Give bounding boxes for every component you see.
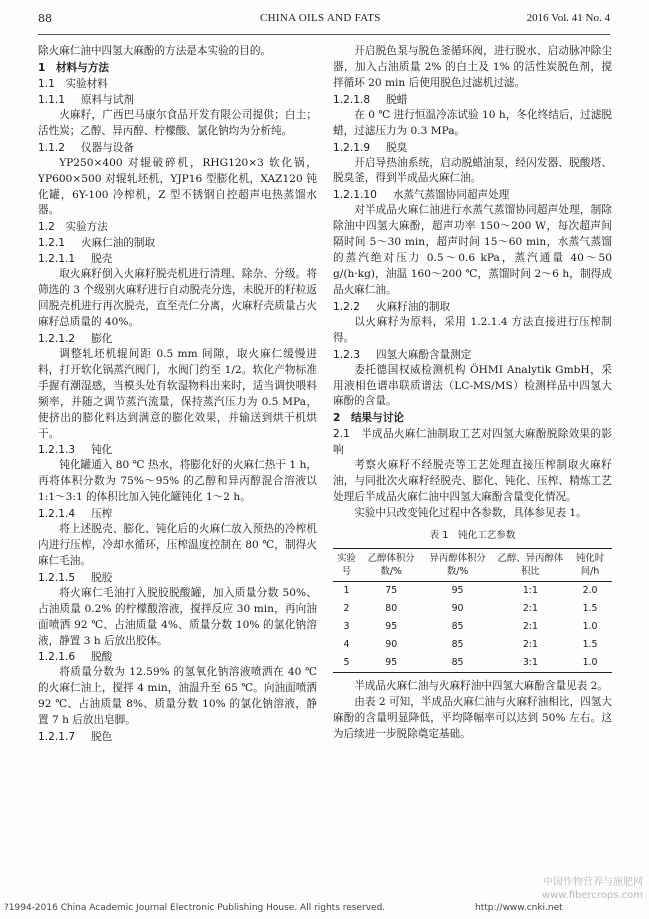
table-cell: 2.0 <box>582 585 598 597</box>
table-cell: 90 <box>451 603 464 615</box>
table-cell: 85 <box>451 621 464 633</box>
table-header-cell: 异丙醇体积分数/% <box>429 552 486 577</box>
table-cell: 75 <box>385 585 398 597</box>
table-row <box>333 636 612 654</box>
section-title: 仪器与设备 <box>80 141 134 154</box>
intro-paragraph: 除火麻仁油中四氢大麻酚的方法是本实验的目的。 <box>38 45 272 57</box>
section-number: 1.1.2 <box>38 141 65 154</box>
body-paragraph: 将质量分数为 12.59% 的氢氧化钠溶液喷洒在 40 ℃ 的火麻仁油上，搅拌 4 min，油温升至 65 ℃。向油面喷洒 92 ℃、占油质量 8%、质量分数 10% 的氯化钠溶液，静置 7 h 后放出皂脚。 <box>38 666 317 727</box>
subsubsection-heading <box>38 251 317 267</box>
table-cell: 2:1 <box>522 639 538 651</box>
journal-volume: 2016 Vol. 41 No. 4 <box>526 12 610 24</box>
subsubsection-heading <box>333 187 612 203</box>
body-paragraph: 将火麻仁毛油打入脱胶脱酸罐，加入质量分数 50%、占油质量 0.2% 的柠檬酸溶液，搅拌反应 30 min，再向油面喷洒 92 ℃、占油质量 4%、质量分数 10% 的氯化钠溶液，静置 3 h 后放出胶体。 <box>38 586 317 647</box>
subsubsection-heading <box>38 570 317 586</box>
table-row <box>333 600 612 618</box>
table-cell: 2:1 <box>522 621 538 633</box>
section-number: 1.2.1.6 <box>38 651 76 664</box>
subsubsection-heading <box>38 442 317 458</box>
table-header-cell: 乙醇体积分数/% <box>367 552 415 577</box>
body-paragraph: 钝化罐通入 80 ℃ 热水，将膨化好的火麻仁热干 1 h，再将体积分数为 75%～95% 的乙醇和异丙醇混合溶液以 1:1～3:1 的体积比加入钝化罐钝化 1～2 h。 <box>38 459 317 504</box>
section-title: 四氢大麻酚含量测定 <box>375 348 472 361</box>
section-number: 1.2.1.10 <box>333 189 377 202</box>
table-cell: 95 <box>385 621 398 633</box>
body-paragraph: 开启导热油系统，启动脱蜡油泵，经闪发器、脱酸塔、脱臭釜，得到半成品火麻仁油。 <box>333 156 612 185</box>
section-title: 脱臭 <box>386 141 408 154</box>
subsubsection-heading <box>38 649 317 665</box>
table-row <box>333 581 612 600</box>
body-paragraph: 对半成品火麻仁油进行水蒸气蒸馏协同超声处理，制除除油中四氢大麻酚，超声功率 150～200 W，每次超声间隔时间 5～30 min，超声时间 15～60 min，水蒸气蒸馏的蒸汽绝对压力 0.5～0.6 kPa，蒸汽通量 40～50 g/(h·kg)，油温 160～200 ℃，蒸馏时间 2～6 h，制得成品火麻仁油。 <box>333 204 612 296</box>
table-cell: 1.5 <box>582 639 598 651</box>
section-title: 脱胶 <box>91 571 113 584</box>
table-cell: 80 <box>385 603 398 615</box>
right-column <box>333 44 612 742</box>
table-header-cell: 乙醇、异丙醇体积比 <box>497 552 564 577</box>
watermark-line: 中国作物营养与施肥网 <box>543 877 643 888</box>
section-number: 1.2.1.5 <box>38 571 76 584</box>
footer-link[interactable]: http://www.cnki.net <box>475 903 563 913</box>
body-paragraph: 在 0 ℃ 进行恒温冷冻试验 10 h，冬化终结后，过滤脱蜡，过滤压力为 0.3 MPa。 <box>333 108 612 137</box>
subsection-heading: 2.1 半成品火麻仁油制取工艺对四氢大麻酚脱除效果的影响 <box>333 428 612 457</box>
section-number: 1.2.2 <box>333 300 360 313</box>
body-paragraph: 火麻籽，广西巴马康尔食品开发有限公司提供；白土；活性炭；乙醇、异丙醇、柠檬酸、氯化钠均为分析纯。 <box>38 108 317 137</box>
table-cell: 85 <box>451 639 464 651</box>
section-number: 1.1.1 <box>38 93 65 106</box>
subsubsection-heading <box>38 92 317 108</box>
table-cell: 5 <box>343 657 350 669</box>
subsubsection-heading <box>333 347 612 363</box>
section-number: 1.2.1.1 <box>38 253 76 266</box>
body-paragraph: 以火麻籽为原料，采用 1.2.1.4 方法直接进行压榨制得。 <box>333 315 612 344</box>
table-header-row <box>333 548 612 581</box>
table-cell: 85 <box>451 657 464 669</box>
table-cell: 95 <box>385 657 398 669</box>
table-cell: 95 <box>451 585 464 597</box>
subsubsection-heading <box>38 506 317 522</box>
section-title: 原料与试剂 <box>80 93 134 106</box>
section-number: 1.2.1.9 <box>333 141 371 154</box>
table-cell: 2 <box>343 603 350 615</box>
section-title: 火麻仁油的制取 <box>80 237 156 250</box>
subsubsection-heading <box>38 235 317 251</box>
body-paragraph: 半成品火麻仁油与火麻籽油中四氢大麻酚含量见表 2。 <box>354 679 608 692</box>
section-title: 脱蜡 <box>386 93 408 106</box>
table-header-cell: 实验号 <box>337 552 356 577</box>
section-number: 1.2.3 <box>333 348 360 361</box>
page-footer <box>0 899 649 919</box>
watermark-line: www.fibercrops.com <box>541 890 643 901</box>
table-cell: 1.0 <box>582 657 598 669</box>
table-caption: 表 1 钝化工艺参数 <box>429 529 516 541</box>
table-cell: 3:1 <box>522 657 538 669</box>
body-paragraph: 开启脱色泵与脱色釜循环阀，进行脱水、启动脉冲除尘器，加入占油质量 2% 的白土及 1% 的活性炭脱色剂，搅拌循环 20 min 后使用脱色过滤机过滤。 <box>333 45 612 89</box>
section-title: 钝化 <box>91 444 113 457</box>
section-number: 1.2.1 <box>38 237 65 250</box>
page-number: 88 <box>38 12 52 25</box>
subsection-heading: 1.2 实验方法 <box>38 221 108 234</box>
section-title: 火麻籽油的制取 <box>375 300 451 313</box>
body-paragraph: 由表 2 可知，半成品火麻仁油与火麻籽油相比，四氢大麻酚的含量明显降低，平均降幅率可以达到 50% 左右。这为后续进一步脱除奠定基础。 <box>333 695 612 740</box>
table-cell: 90 <box>385 639 398 651</box>
table-cell: 4 <box>343 639 350 651</box>
table-row <box>333 654 612 673</box>
passivation-parameters-table <box>333 548 612 673</box>
subsubsection-heading <box>38 331 317 347</box>
left-column <box>38 44 317 745</box>
section-title: 膨化 <box>91 332 113 345</box>
journal-title: CHINA OILS AND FATS <box>260 12 381 24</box>
section-heading: 1 材料与方法 <box>38 61 109 74</box>
table-cell: 1:1 <box>522 585 538 597</box>
page-header <box>38 12 610 30</box>
table-header-cell: 钝化时间/h <box>575 552 605 577</box>
section-title: 压榨 <box>91 508 113 521</box>
table-cell: 1.5 <box>582 603 598 615</box>
section-number: 1.2.1.3 <box>38 444 76 457</box>
body-paragraph: YP250×400 对辊破碎机，RHG120×3 软化锅，YP600×500 对辊轧坯机，YJP16 型膨化机，XAZ120 钝化罐，6Y-100 冷榨机，Z 型不锈钢自控超声电热蒸馏水器。 <box>38 156 317 217</box>
body-paragraph: 取火麻籽倒入火麻籽脱壳机进行清理、除杂、分级。将筛选的 3 个级别火麻籽进行自动脱壳分选，未脱开的籽粒返回脱壳机进行再次脱壳，直至壳仁分离，火麻籽壳质量占火麻籽总质量的 40%。 <box>38 268 317 329</box>
subsubsection-heading <box>38 729 317 745</box>
table-cell: 1 <box>343 585 350 597</box>
table-cell: 2:1 <box>522 603 538 615</box>
section-title: 脱壳 <box>91 253 113 266</box>
body-paragraph: 将上述脱壳、膨化、钝化后的火麻仁放入预热的冷榨机内进行压榨，冷却水循环，压榨温度控制在 80 ℃，制得火麻仁毛油。 <box>38 523 317 567</box>
header-rule <box>38 34 610 35</box>
subsubsection-heading <box>333 92 612 108</box>
section-number: 1.2.1.2 <box>38 332 76 345</box>
body-paragraph: 考察火麻籽不经脱壳等工艺处理直接压榨制取火麻籽油，与同批次火麻籽经脱壳、膨化、钝化、压榨、精炼工艺处理后半成品火麻仁油中四氢大麻酚含量变化情况。 <box>333 459 612 504</box>
copyright-notice: ?1994-2016 China Academic Journal Electronic Publishing House. All rights reserved. <box>4 903 386 913</box>
table-cell: 3 <box>343 621 350 633</box>
table-row <box>333 618 612 636</box>
section-title: 水蒸气蒸馏协同超声处理 <box>392 189 510 202</box>
body-paragraph: 调整轧坯机辊间距 0.5 mm 间隙，取火麻仁缓慢进料，打开软化锅蒸汽阀门，水阀门约至 1/2。软化产物标准手握有潮湿感，当模头处有软湿物料出来时，适当调快喂料频率，并随之调节蒸汽流量，保持蒸汽压力为 0.5 MPa，使挤出的膨化料达到满意的膨化效果，并输送到烘干机烘干。 <box>38 347 317 440</box>
subsubsection-heading <box>38 140 317 156</box>
subsubsection-heading <box>333 140 612 156</box>
subsubsection-heading <box>333 299 612 315</box>
section-heading: 2 结果与讨论 <box>333 412 404 425</box>
body-paragraph: 实验中只改变钝化过程中各参数，具体参见表 1。 <box>354 507 587 520</box>
section-number: 1.2.1.4 <box>38 508 76 521</box>
table-cell: 1.0 <box>582 621 598 633</box>
section-title: 脱色 <box>91 731 113 744</box>
section-number: 1.2.1.7 <box>38 731 76 744</box>
subsection-heading: 1.1 实验材料 <box>38 77 108 90</box>
section-number: 1.2.1.8 <box>333 93 371 106</box>
body-paragraph: 委托德国权威检测机构 ÖHMI Analytik GmbH，采用液相色谱串联质谱法（LC-MS/MS）检测样品中四氢大麻酚的含量。 <box>333 363 612 408</box>
section-title: 脱酸 <box>91 651 113 664</box>
